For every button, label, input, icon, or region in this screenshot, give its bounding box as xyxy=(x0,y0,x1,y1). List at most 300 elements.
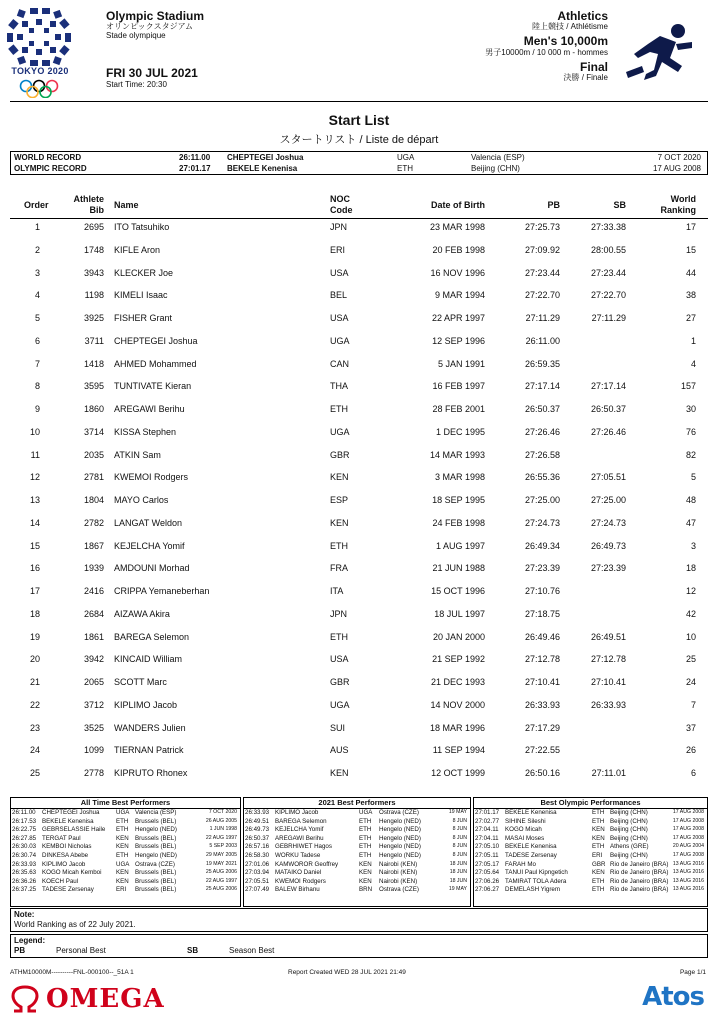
box-venue: Beijing (CHN) xyxy=(610,809,648,816)
box-row xyxy=(474,835,707,844)
box-athlete: BEKELE Kenenisa xyxy=(42,817,94,825)
legend-box xyxy=(10,934,708,958)
box-time: 27:05.11 xyxy=(475,851,499,859)
table-row xyxy=(10,216,708,239)
box-athlete: TAMIRAT TOLA Adera xyxy=(505,877,567,885)
box-date: 8 JUN xyxy=(452,834,467,841)
box-time: 26:17.53 xyxy=(12,817,37,825)
cell-dob: 21 DEC 1993 xyxy=(430,677,485,687)
cell-bib: 2035 xyxy=(83,449,104,460)
legend-sb-code: SB xyxy=(187,946,199,955)
cell-bib: 2695 xyxy=(83,222,104,232)
cell-name: KIPLIMO Jacob xyxy=(114,699,178,710)
cell-ranking: 27 xyxy=(685,313,696,323)
box-date: 5 SEP 2003 xyxy=(209,843,237,850)
cell-noc: ETH xyxy=(330,540,348,551)
cell-sb: 27:23.44 xyxy=(590,267,626,278)
cell-ranking: 18 xyxy=(685,563,696,574)
cell-order: 10 xyxy=(29,426,40,437)
box-noc: KEN xyxy=(592,826,605,834)
cell-sb: 27:11.29 xyxy=(591,313,626,323)
record-label: OLYMPIC RECORD xyxy=(14,164,87,173)
box-row xyxy=(474,826,707,835)
cell-order: 21 xyxy=(29,677,40,687)
cell-bib: 1099 xyxy=(83,745,104,756)
box-athlete: KOGO Micah xyxy=(505,826,542,834)
box-athlete: KOGO Micah Kemboi xyxy=(42,869,102,877)
cell-pb: 27:17.29 xyxy=(524,722,560,733)
cell-name: MAYO Carlos xyxy=(114,495,169,505)
cell-sb: 26:33.93 xyxy=(590,699,626,710)
box-title: Best Olympic Performances xyxy=(474,798,707,809)
cell-dob: 18 MAR 1996 xyxy=(429,722,485,733)
cell-name: AMDOUNI Morhad xyxy=(114,563,190,574)
table-row xyxy=(10,398,708,421)
table-row xyxy=(10,489,708,512)
cell-pb: 26:33.93 xyxy=(524,699,560,710)
cell-dob: 15 OCT 1996 xyxy=(431,586,485,596)
box-row xyxy=(11,843,240,852)
cell-pb: 27:26.58 xyxy=(524,449,560,460)
cell-pb: 27:25.73 xyxy=(524,222,560,232)
event-block xyxy=(485,10,608,83)
cell-noc: KEN xyxy=(330,768,349,778)
table-row xyxy=(10,557,708,580)
cell-noc: THA xyxy=(330,381,348,392)
box-noc: ETH xyxy=(592,817,605,825)
cell-name: AHMED Mohammed xyxy=(114,358,197,369)
box-time: 27:01.06 xyxy=(245,860,270,868)
box-athlete: KEMBOI Nicholas xyxy=(42,843,92,851)
col-noc-1: NOC xyxy=(330,194,350,204)
box-date: 13 AUG 2016 xyxy=(672,877,704,884)
cell-name: KWEMOI Rodgers xyxy=(114,472,189,483)
box-row xyxy=(244,809,470,818)
cell-ranking: 47 xyxy=(685,517,696,528)
box-athlete: TADESE Zersenay xyxy=(42,886,94,894)
cell-noc: USA xyxy=(330,654,349,665)
table-row xyxy=(10,330,708,353)
box-noc: KEN xyxy=(116,869,129,877)
cell-sb: 27:23.39 xyxy=(590,563,626,574)
box-date: 17 AUG 2008 xyxy=(672,817,704,824)
box-venue: Hengelo (NED) xyxy=(379,817,421,825)
cell-noc: KEN xyxy=(330,517,349,528)
record-place: Beijing (CHN) xyxy=(471,164,520,173)
cell-name: ITO Tatsuhiko xyxy=(114,222,170,232)
box-date: 22 AUG 1997 xyxy=(205,834,237,841)
olympic-best-box xyxy=(473,797,708,907)
cell-order: 25 xyxy=(29,768,40,778)
box-time: 27:05.51 xyxy=(245,877,270,885)
box-noc: KEN xyxy=(359,860,372,868)
cell-order: 15 xyxy=(29,540,40,551)
cell-bib: 2065 xyxy=(83,677,104,687)
box-row xyxy=(244,826,470,835)
cell-dob: 28 FEB 2001 xyxy=(432,404,485,414)
cell-dob: 16 FEB 1997 xyxy=(432,381,485,392)
cell-noc: JPN xyxy=(330,608,348,619)
cell-pb: 27:23.39 xyxy=(524,563,560,574)
box-noc: ETH xyxy=(359,851,372,859)
cell-dob: 22 APR 1997 xyxy=(431,313,485,323)
box-time: 27:04.11 xyxy=(475,826,499,834)
cell-order: 6 xyxy=(34,335,40,346)
table-row xyxy=(10,535,708,558)
box-venue: Hengelo (NED) xyxy=(379,851,421,859)
cell-ranking: 25 xyxy=(685,654,696,665)
box-date: 8 JUN xyxy=(452,843,467,850)
cell-noc: KEN xyxy=(330,472,349,483)
cell-bib: 1860 xyxy=(83,404,104,414)
table-row xyxy=(10,603,708,626)
cell-bib: 3525 xyxy=(83,722,104,733)
box-athlete: BAREGA Selemon xyxy=(275,817,327,825)
col-pb: PB xyxy=(547,200,560,210)
table-row xyxy=(10,648,708,671)
cell-bib: 1418 xyxy=(83,358,104,369)
box-athlete: CHEPTEGEI Joshua xyxy=(42,809,100,816)
cell-name: KINCAID William xyxy=(114,654,183,665)
col-ranking-1: World xyxy=(670,194,696,204)
cell-sb: 27:26.46 xyxy=(590,426,626,437)
page-number: Page 1/1 xyxy=(679,969,706,976)
box-venue: Brussels (BEL) xyxy=(135,877,177,885)
box-noc: ETH xyxy=(359,834,372,842)
box-date: 17 AUG 2008 xyxy=(672,809,704,815)
box-row xyxy=(474,809,707,818)
cell-bib: 3714 xyxy=(83,426,104,437)
box-athlete: TANUI Paul Kipngetich xyxy=(505,869,568,877)
box-athlete: MASAI Moses xyxy=(505,834,545,842)
cell-order: 13 xyxy=(29,495,40,505)
cell-sb: 26:49.51 xyxy=(590,631,626,642)
record-date: 7 OCT 2020 xyxy=(657,153,701,162)
date-block xyxy=(106,66,198,89)
event-date: FRI 30 JUL 2021 xyxy=(106,66,198,80)
box-venue: Hengelo (NED) xyxy=(379,826,421,834)
box-date: 8 JUN xyxy=(452,851,467,858)
box-time: 26:36.26 xyxy=(12,877,37,885)
cell-pb: 27:10.41 xyxy=(524,677,560,687)
box-athlete: DINKESA Abebe xyxy=(42,851,89,859)
box-athlete: GEBRSELASSIE Haile xyxy=(42,826,106,834)
box-date: 19 MAY xyxy=(448,809,467,815)
box-time: 27:06.26 xyxy=(475,877,500,885)
box-date: 17 AUG 2008 xyxy=(672,834,704,841)
box-venue: Nairobi (KEN) xyxy=(379,860,418,868)
cell-order: 19 xyxy=(29,631,40,642)
cell-pb: 27:11.29 xyxy=(525,313,560,323)
box-venue: Ostrava (CZE) xyxy=(379,809,419,816)
games-name: TOKYO 2020 xyxy=(11,66,69,76)
box-time: 26:57.16 xyxy=(245,843,270,851)
box-row xyxy=(244,835,470,844)
cell-pb: 26:59.35 xyxy=(524,358,560,369)
box-noc: ETH xyxy=(359,826,372,834)
box-time: 27:05.17 xyxy=(475,860,500,868)
cell-pb: 26:55.36 xyxy=(524,472,560,483)
cell-noc: UGA xyxy=(330,426,350,437)
table-row xyxy=(10,375,708,398)
cell-noc: ERI xyxy=(330,244,346,255)
cell-dob: 20 JAN 2000 xyxy=(432,631,485,642)
table-row xyxy=(10,466,708,489)
cell-ranking: 48 xyxy=(685,495,696,505)
box-venue: Rio de Janeiro (BRA) xyxy=(610,860,669,868)
box-time: 26:49.73 xyxy=(245,826,270,834)
cell-bib: 2684 xyxy=(83,608,104,619)
cell-dob: 21 SEP 1992 xyxy=(432,654,485,665)
box-noc: ETH xyxy=(116,851,129,859)
table-row xyxy=(10,626,708,649)
box-time: 26:33.93 xyxy=(12,860,37,868)
cell-pb: 27:18.75 xyxy=(524,608,560,619)
cell-ranking: 82 xyxy=(685,449,696,460)
box-date: 25 AUG 2006 xyxy=(205,886,237,893)
cell-bib: 1804 xyxy=(83,495,104,505)
cell-dob: 16 NOV 1996 xyxy=(430,267,485,278)
cell-dob: 12 OCT 1999 xyxy=(431,768,485,778)
box-date: 7 OCT 2020 xyxy=(208,809,237,815)
cell-noc: USA xyxy=(330,313,349,323)
box-noc: KEN xyxy=(359,877,372,885)
cell-noc: ITA xyxy=(330,586,344,596)
cell-dob: 12 SEP 1996 xyxy=(432,335,485,346)
cell-order: 23 xyxy=(29,722,40,733)
record-row-olympic xyxy=(11,163,707,174)
omega-logo xyxy=(10,984,180,1014)
box-date: 22 AUG 1997 xyxy=(205,877,237,884)
table-row xyxy=(10,762,708,785)
cell-ranking: 4 xyxy=(690,358,696,369)
cell-dob: 3 MAR 1998 xyxy=(434,472,485,483)
box-row xyxy=(474,843,707,852)
col-noc-2: Code xyxy=(330,205,353,215)
box-time: 26:33.93 xyxy=(245,809,270,816)
cell-bib: 3712 xyxy=(83,699,104,710)
cell-pb: 27:22.70 xyxy=(524,290,560,301)
cell-ranking: 17 xyxy=(685,222,696,232)
cell-name: SCOTT Marc xyxy=(114,677,167,687)
cell-ranking: 44 xyxy=(685,267,696,278)
record-time: 27:01.17 xyxy=(179,164,211,173)
cell-ranking: 12 xyxy=(685,586,696,596)
cell-name: CHEPTEGEI Joshua xyxy=(114,335,198,346)
box-noc: ERI xyxy=(116,886,127,894)
start-time: Start Time: 20:30 xyxy=(106,80,167,89)
box-title: All Time Best Performers xyxy=(11,798,240,809)
box-row xyxy=(11,861,240,870)
box-athlete: WORKU Tadese xyxy=(275,851,321,859)
box-time: 26:35.63 xyxy=(12,869,37,877)
table-row xyxy=(10,512,708,535)
box-noc: ETH xyxy=(116,817,129,825)
cell-pb: 26:11.00 xyxy=(525,335,560,346)
box-row xyxy=(474,818,707,827)
cell-pb: 26:49.34 xyxy=(524,540,560,551)
box-venue: Brussels (BEL) xyxy=(135,834,177,842)
box-time: 27:04.11 xyxy=(475,834,499,842)
cell-order: 20 xyxy=(29,654,40,665)
cell-name: KEJELCHA Yomif xyxy=(114,540,185,551)
cell-name: ATKIN Sam xyxy=(114,449,161,460)
cell-bib: 2416 xyxy=(83,586,104,596)
box-time: 26:37.25 xyxy=(12,886,37,894)
all-time-best-box xyxy=(10,797,241,907)
box-row xyxy=(474,878,707,887)
record-place: Valencia (ESP) xyxy=(471,153,525,162)
cell-ranking: 24 xyxy=(685,677,696,687)
table-row xyxy=(10,671,708,694)
box-date: 20 AUG 2004 xyxy=(672,843,704,850)
box-noc: KEN xyxy=(116,843,129,851)
box-date: 18 JUN xyxy=(449,860,467,867)
cell-name: AIZAWA Akira xyxy=(114,608,170,619)
tokyo-2020-emblem xyxy=(6,8,72,98)
box-venue: Hengelo (NED) xyxy=(135,851,177,859)
cell-pb: 27:22.55 xyxy=(524,745,560,756)
cell-noc: BEL xyxy=(330,290,348,301)
cell-bib: 1867 xyxy=(83,540,104,551)
col-name: Name xyxy=(114,200,139,210)
box-time: 26:27.85 xyxy=(12,834,37,842)
box-date: 29 MAY 2005 xyxy=(206,851,237,858)
box-date: 1 JUN 1998 xyxy=(209,826,237,833)
cell-sb: 27:05.51 xyxy=(590,472,626,483)
cell-sb: 26:50.37 xyxy=(590,404,626,414)
box-date: 19 MAY 2021 xyxy=(206,860,237,867)
box-time: 26:30.74 xyxy=(12,851,37,859)
box-date: 26 AUG 2005 xyxy=(205,817,237,824)
box-noc: UGA xyxy=(116,809,130,816)
box-venue: Nairobi (KEN) xyxy=(379,877,418,885)
header-divider xyxy=(10,101,708,102)
box-date: 18 JUN xyxy=(449,877,467,884)
box-date: 13 AUG 2016 xyxy=(672,860,704,867)
box-venue: Athens (GRE) xyxy=(610,843,649,851)
box-title: 2021 Best Performers xyxy=(244,798,470,809)
box-date: 18 JUN xyxy=(449,869,467,876)
cell-ranking: 76 xyxy=(685,426,696,437)
venue-name: Olympic Stadium xyxy=(106,9,205,23)
box-athlete: KIPLIMO Jacob xyxy=(42,860,86,868)
record-noc: ETH xyxy=(397,164,413,173)
cell-dob: 18 JUL 1997 xyxy=(434,608,485,619)
box-date: 17 AUG 2008 xyxy=(672,826,704,833)
cell-order: 14 xyxy=(29,517,40,528)
box-athlete: FARAH Mo xyxy=(505,860,536,868)
box-noc: ERI xyxy=(592,851,603,859)
box-venue: Ostrava (CZE) xyxy=(135,860,175,868)
box-time: 27:02.77 xyxy=(475,817,500,825)
box-venue: Beijing (CHN) xyxy=(610,826,648,834)
cell-sb: 27:10.41 xyxy=(590,677,626,687)
cell-order: 1 xyxy=(34,222,40,232)
cell-bib: 1939 xyxy=(83,563,104,574)
col-dob: Date of Birth xyxy=(431,200,485,210)
box-row xyxy=(244,886,470,895)
box-noc: BRN xyxy=(359,886,373,894)
table-row xyxy=(10,694,708,717)
col-bib-2: Bib xyxy=(89,205,104,215)
phase-sub: 決勝 / Finale xyxy=(563,73,608,83)
box-row xyxy=(474,852,707,861)
legend-label: Legend: xyxy=(14,936,46,945)
box-athlete: AREGAWI Berihu xyxy=(275,834,324,842)
cell-name: BAREGA Selemon xyxy=(114,631,190,642)
col-bib-1: Athlete xyxy=(73,194,104,204)
table-row xyxy=(10,353,708,376)
cell-name: KLECKER Joe xyxy=(114,267,174,278)
cell-bib: 3942 xyxy=(83,654,104,665)
cell-name: KIPRUTO Rhonex xyxy=(114,768,188,778)
cell-bib: 1861 xyxy=(83,631,104,642)
cell-noc: AUS xyxy=(330,745,349,756)
cell-noc: UGA xyxy=(330,699,350,710)
cell-ranking: 5 xyxy=(690,472,696,483)
cell-name: KISSA Stephen xyxy=(114,426,177,437)
legend-sb-text: Season Best xyxy=(229,946,275,955)
box-venue: Valencia (ESP) xyxy=(135,809,177,816)
box-time: 27:05.64 xyxy=(475,869,500,877)
box-date: 19 MAY xyxy=(448,886,467,893)
cell-noc: CAN xyxy=(330,358,350,369)
sport-sub: 陸上競技 / Athlétisme xyxy=(531,22,608,32)
cell-dob: 1 DEC 1995 xyxy=(435,426,485,437)
cell-bib: 2782 xyxy=(83,517,104,528)
box-athlete: GEBRHIWET Hagos xyxy=(275,843,332,851)
cell-name: TIERNAN Patrick xyxy=(114,745,184,756)
cell-order: 2 xyxy=(34,244,40,255)
cell-pb: 27:10.76 xyxy=(524,586,560,596)
box-row xyxy=(11,878,240,887)
cell-dob: 24 FEB 1998 xyxy=(432,517,485,528)
venue-name-jp: オリンピックスタジアム xyxy=(106,22,194,32)
table-row xyxy=(10,580,708,603)
cell-order: 17 xyxy=(29,586,40,596)
venue-block xyxy=(106,10,204,41)
box-venue: Rio de Janeiro (BRA) xyxy=(610,877,669,885)
cell-ranking: 3 xyxy=(690,540,696,551)
box-row xyxy=(244,852,470,861)
box-noc: KEN xyxy=(359,869,372,877)
cell-dob: 21 JUN 1988 xyxy=(432,563,485,574)
box-time: 26:30.03 xyxy=(12,843,37,851)
omega-wordmark: OMEGA xyxy=(46,984,165,1014)
cell-order: 8 xyxy=(34,381,40,392)
table-row xyxy=(10,421,708,444)
cell-bib: 3943 xyxy=(83,267,104,278)
box-noc: KEN xyxy=(592,834,605,842)
cell-sb: 28:00.55 xyxy=(590,244,626,255)
col-ranking-2: Ranking xyxy=(660,205,696,215)
cell-pb: 27:17.14 xyxy=(524,381,560,392)
box-time: 26:11.00 xyxy=(12,809,36,816)
col-order: Order xyxy=(24,200,49,210)
box-athlete: KEJELCHA Yomif xyxy=(275,826,324,834)
box-row xyxy=(244,843,470,852)
cell-dob: 1 AUG 1997 xyxy=(435,540,485,551)
cell-name: FISHER Grant xyxy=(114,313,173,323)
box-row xyxy=(11,826,240,835)
cell-noc: GBR xyxy=(330,449,350,460)
cell-dob: 18 SEP 1995 xyxy=(432,495,485,505)
box-athlete: TERGAT Paul xyxy=(42,834,81,842)
box-noc: UGA xyxy=(116,860,130,868)
cell-bib: 3595 xyxy=(83,381,104,392)
cell-pb: 27:24.73 xyxy=(524,517,560,528)
